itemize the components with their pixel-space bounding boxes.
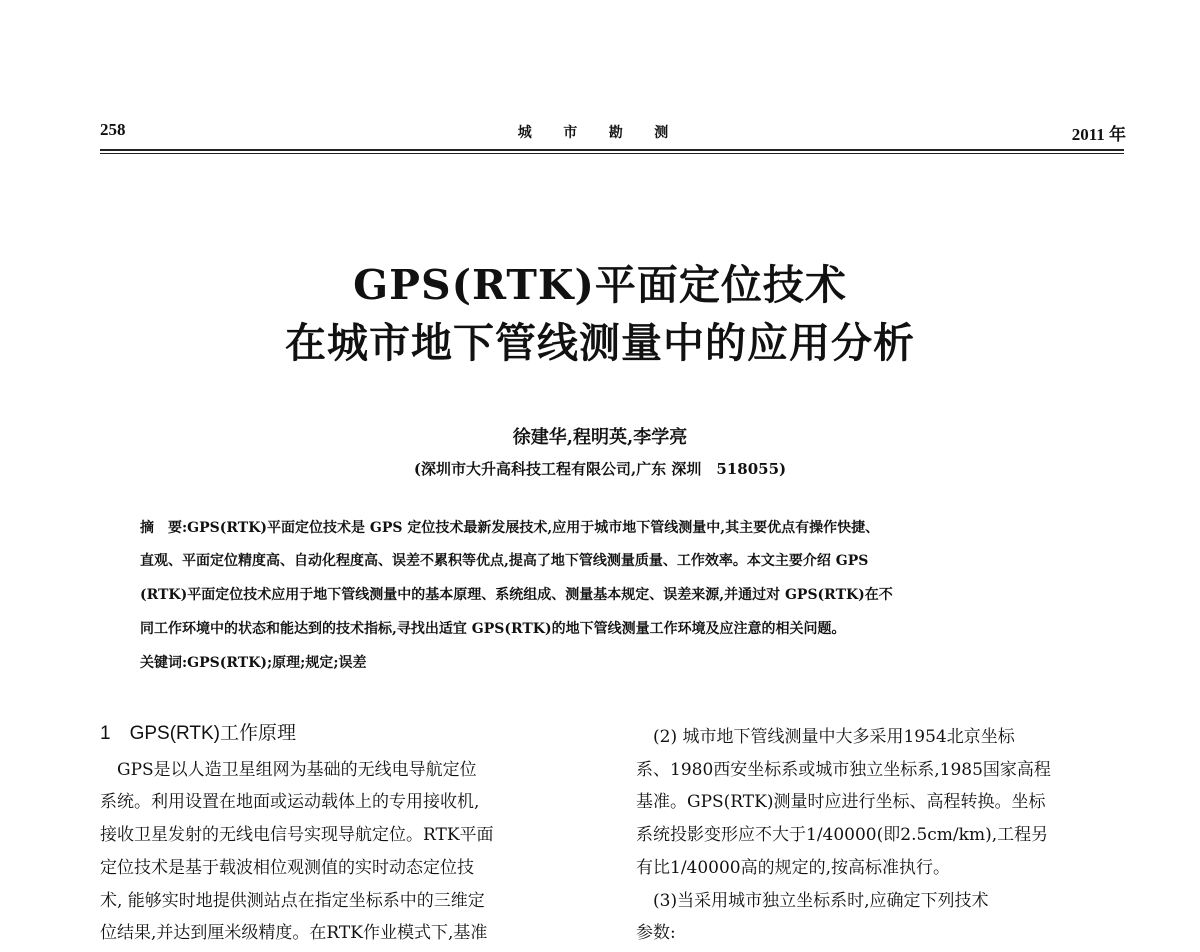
authors: 徐建华,程明英,李学亮	[512, 427, 688, 448]
header-rule-thin	[100, 153, 1124, 154]
affiliation: (深圳市大升高科技工程有限公司,广东 深圳 518055)	[413, 460, 787, 478]
abstract-line: 直观、平面定位精度高、自动化程度高、误差不累积等优点,提高了地下管线测量质量、工作效率。本文主要介绍 GPS	[140, 553, 869, 569]
journal-name: 城 市 勘 测	[517, 126, 683, 141]
paper-title-line-2: 在城市地下管线测量中的应用分析	[285, 319, 915, 367]
body-line: 参数:	[636, 923, 676, 943]
body-line: 定位技术是基于载波相位观测值的实时动态定位技	[100, 858, 474, 878]
paper-title-line-1: GPS(RTK)平面定位技术	[353, 261, 847, 309]
body-line: 系、1980西安坐标系或城市独立坐标系,1985国家高程	[636, 760, 1051, 780]
body-line: 系统。利用设置在地面或运动载体上的专用接收机,	[100, 792, 480, 812]
body-line: 位结果,并达到厘米级精度。在RTK作业模式下,基准	[100, 923, 488, 943]
body-line: (3)当采用城市独立坐标系时,应确定下列技术	[636, 891, 989, 911]
abstract-line: 同工作环境中的状态和能达到的技术指标,寻找出适宜 GPS(RTK)的地下管线测量工作环境及应注意的相关问题。	[140, 621, 846, 637]
body-line: (2) 城市地下管线测量中大多采用1954北京坐标	[636, 727, 1015, 747]
section-heading: 1 GPS(RTK)工作原理	[100, 723, 297, 744]
body-line: GPS是以人造卫星组网为基础的无线电导航定位	[100, 760, 477, 780]
body-line: 有比1/40000高的规定的,按高标准执行。	[636, 858, 951, 878]
abstract-line: (RTK)平面定位技术应用于地下管线测量中的基本原理、系统组成、测量基本规定、误差来源,并通过对 GPS(RTK)在不	[140, 587, 893, 603]
body-line: 系统投影变形应不大于1/40000(即2.5cm/km),工程另	[636, 825, 1049, 845]
abstract-line: 摘 要:GPS(RTK)平面定位技术是 GPS 定位技术最新发展技术,应用于城市地下管线测量中,其主要优点有操作快捷、	[140, 520, 880, 536]
page-number: 258	[100, 120, 126, 139]
header-rule	[100, 149, 1124, 151]
body-line: 基准。GPS(RTK)测量时应进行坐标、高程转换。坐标	[636, 792, 1046, 812]
body-line: 接收卫星发射的无线电信号实现导航定位。RTK平面	[100, 825, 494, 845]
publication-year: 2011 年	[1071, 125, 1126, 144]
body-line: 术, 能够实时地提供测站点在指定坐标系中的三维定	[100, 891, 485, 911]
keywords: 关键词:GPS(RTK);原理;规定;误差	[140, 655, 367, 671]
